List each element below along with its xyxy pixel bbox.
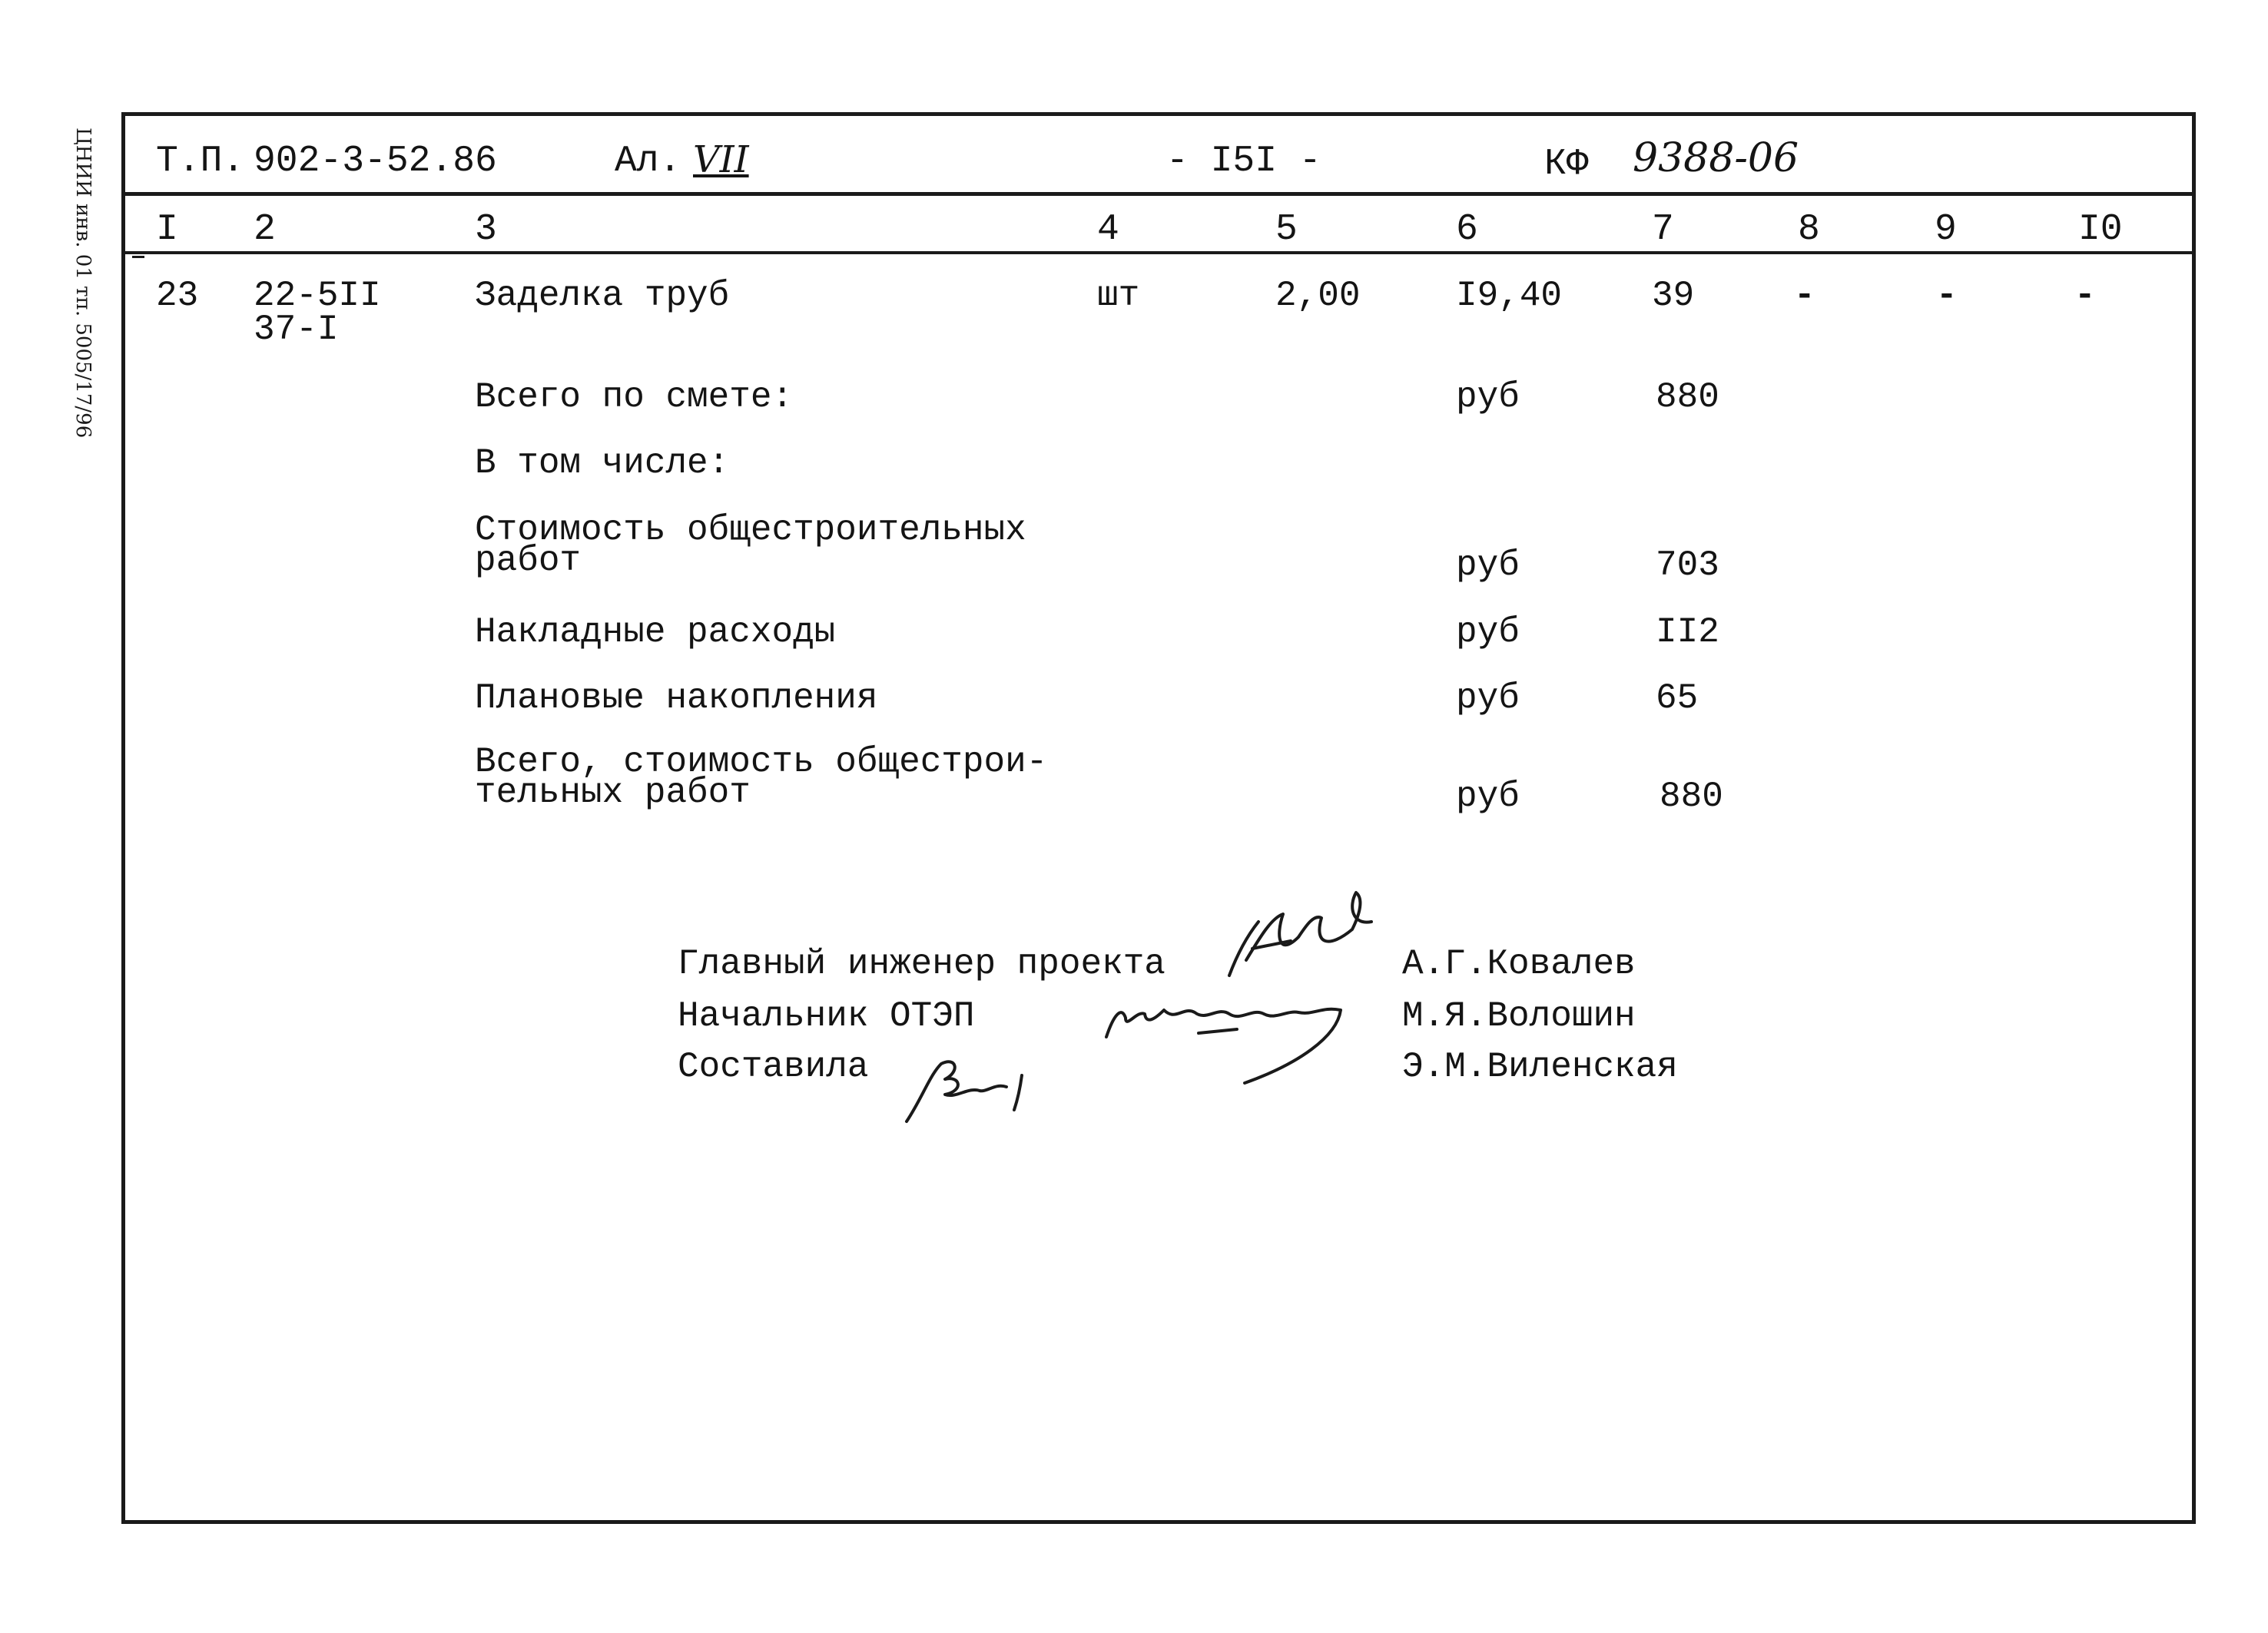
signature-compiler-scribble [899,1045,1053,1129]
signature-role-compiler: Составила [678,1047,869,1087]
summary-overhead-label: Накладные расходы [475,612,836,652]
header-divider [123,192,2194,196]
project-prefix: Т.П. [156,141,245,182]
col-8-header: 8 [1798,209,1820,250]
document-frame [121,112,2196,1524]
summary-grand-label: Всего, стоимость общестрои- тельных работ [475,742,1048,813]
row-code-line1: 22-5II [254,276,381,316]
summary-planned-label: Плановые накопления [475,678,878,718]
signature-role-department-head: Начальник ОТЭП [678,996,975,1036]
summary-including-label: В том числе: [475,443,730,483]
col-7-header: 7 [1652,209,1674,250]
summary-construction-unit: руб [1456,545,1520,585]
signature-role-chief-engineer: Главный инженер проекта [678,944,1166,984]
summary-construction-value: 703 [1656,545,1719,585]
summary-planned-value: 65 [1656,678,1699,718]
row-col9: - [1936,276,1958,316]
col-6-header: 6 [1456,209,1478,250]
row-unit: шт [1097,276,1140,316]
code-value: 9388-06 [1633,135,1799,181]
signature-name-chief-engineer: А.Г.Ковалев [1402,944,1636,984]
summary-construction-label: Стоимость общестроительных работ [475,510,1026,581]
col-1-header: I [156,209,178,250]
row-name: Заделка труб [475,276,730,316]
col-3-header: 3 [475,209,497,250]
col-9-header: 9 [1935,209,1957,250]
project-number: 902-3-52.86 [254,141,497,182]
summary-overhead-value: II2 [1656,612,1719,652]
row-total: 39 [1652,276,1695,316]
row-code-line2: 37-I [254,310,339,349]
signature-name-department-head: М.Я.Волошин [1402,996,1636,1036]
summary-planned-unit: руб [1456,678,1520,718]
col-5-header: 5 [1275,209,1298,250]
signature-name-compiler: Э.М.Виленская [1402,1047,1678,1087]
row-col10: - [2074,276,2096,316]
column-header-divider [123,251,2194,254]
row-quantity: 2,00 [1275,276,1361,316]
page-number: - I5I - [1166,141,1321,182]
col-2-header: 2 [254,209,276,250]
col-10-header: I0 [2078,209,2123,250]
code-label: КФ [1544,144,1589,185]
row-number: 23 [156,276,199,316]
row-price: I9,40 [1456,276,1563,316]
corner-tick [132,256,144,258]
signature-department-head-scribble [1091,975,1368,1098]
margin-stamp [60,123,114,492]
summary-total-value: 880 [1656,377,1719,417]
col-4-header: 4 [1097,209,1119,250]
row-col8: - [1794,276,1815,316]
album-number: VII [693,138,749,181]
signature-chief-engineer-scribble [1199,883,1383,991]
summary-grand-unit: руб [1456,777,1520,816]
summary-overhead-unit: руб [1456,612,1520,652]
album-label: Ал. [615,141,681,182]
summary-total-unit: руб [1456,377,1520,417]
margin-stamp-text: ЦНИИ инв. 01 тп. 5005/17/96 [71,128,94,439]
summary-grand-value: 880 [1660,777,1723,816]
summary-total-label: Всего по смете: [475,377,794,417]
